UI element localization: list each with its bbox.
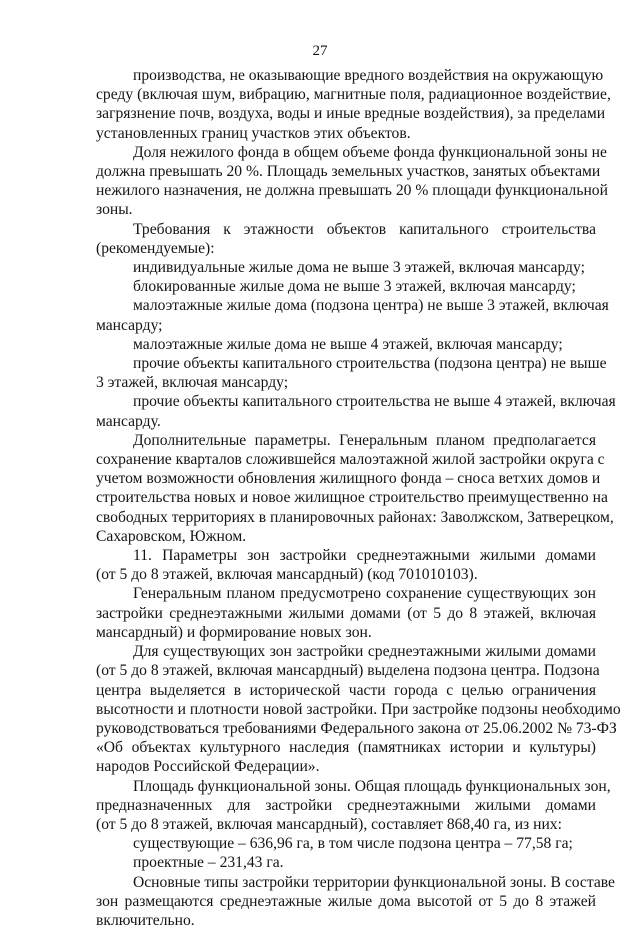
text-line: 11. Параметры зон застройки среднеэтажными жилыми домами <box>133 547 596 565</box>
text-line: проектные – 231,43 га. <box>133 854 284 872</box>
text-line: Дополнительные параметры. Генеральным планом предполагается <box>133 431 596 449</box>
document-body <box>96 66 621 930</box>
text-line: свободных территориях в планировочных районах: Заволжском, Затверецком, <box>96 508 614 526</box>
text-line: Площадь функциональной зоны. Общая площадь функциональных зон, <box>133 777 611 795</box>
text-line: застройки среднеэтажными жилыми домами (от 5 до 8 этажей, включая <box>96 604 596 622</box>
text-line: предназначенных для застройки среднеэтажными жилыми домами <box>96 796 596 814</box>
text-line: (от 5 до 8 этажей, включая мансардный) выделена подзона центра. Подзона <box>96 662 600 680</box>
page-number: 27 <box>312 43 328 59</box>
text-line: высотности и плотности новой застройки. При застройке подзоны необходимо <box>96 700 621 718</box>
text-line: мансарду. <box>96 412 161 430</box>
text-line: 3 этажей, включая мансарду; <box>96 374 289 392</box>
text-line: малоэтажные жилые дома (подзона центра) не выше 3 этажей, включая <box>133 297 609 315</box>
text-line: установленных границ участков этих объектов. <box>96 124 411 142</box>
text-line: Основные типы застройки территории функциональной зоны. В составе <box>133 873 615 891</box>
text-line: Сахаровском, Южном. <box>96 527 247 545</box>
text-line: зон размещаются среднеэтажные жилые дома высотой от 5 до 8 этажей <box>96 892 596 910</box>
text-line: Для существующих зон застройки среднеэтажными жилыми домами <box>133 643 596 661</box>
text-line: руководствоваться требованиями Федерального закона от 25.06.2002 № 73-ФЗ <box>96 719 617 737</box>
text-line: учетом возможности обновления жилищного фонда – сноса ветхих домов и <box>96 470 601 488</box>
text-line: среду (включая шум, вибрацию, магнитные поля, радиационное воздействие, <box>96 86 611 104</box>
text-line: существующие – 636,96 га, в том числе подзона центра – 77,58 га; <box>133 835 573 853</box>
text-line: центра выделяется в исторической части города с целью ограничения <box>96 681 596 699</box>
text-line: народов Российской Федерации». <box>96 758 320 776</box>
text-line: мансарду; <box>96 316 163 334</box>
text-line: нежилого назначения, не должна превышать 20 % площади функциональной <box>96 182 608 200</box>
text-line: включительно. <box>96 911 195 929</box>
text-line: мансардный) и формирование новых зон. <box>96 623 372 641</box>
text-line: (от 5 до 8 этажей, включая мансардный) (код 701010103). <box>96 566 478 584</box>
text-line: строительства новых и новое жилищное строительство преимущественно на <box>96 489 608 507</box>
text-line: загрязнение почв, воздуха, воды и иные вредные воздействия), за пределами <box>96 105 606 123</box>
text-line: «Об объектах культурного наследия (памятниках истории и культуры) <box>96 739 596 757</box>
text-line: Генеральным планом предусмотрено сохранение существующих зон <box>133 585 596 603</box>
text-line: прочие объекты капитального строительства (подзона центра) не выше <box>133 355 607 373</box>
text-line: Требования к этажности объектов капитального строительства <box>133 220 596 238</box>
text-line: должна превышать 20 %. Площадь земельных участков, занятых объектами <box>96 163 601 181</box>
text-line: производства, не оказывающие вредного воздействия на окружающую <box>133 67 604 84</box>
text-line: блокированные жилые дома не выше 3 этажей, включая мансарду; <box>133 278 576 296</box>
text-line: Доля нежилого фонда в общем объеме фонда функциональной зоны не <box>133 143 607 161</box>
text-line: малоэтажные жилые дома не выше 4 этажей, включая мансарду; <box>133 335 563 353</box>
text-line: сохранение кварталов сложившейся малоэтажной жилой застройки округа с <box>96 451 605 469</box>
text-line: зоны. <box>96 201 133 219</box>
text-line: прочие объекты капитального строительства не выше 4 этажей, включая <box>133 393 616 411</box>
text-line: (рекомендуемые): <box>96 239 215 257</box>
text-line: индивидуальные жилые дома не выше 3 этажей, включая мансарду; <box>133 259 585 277</box>
text-line: (от 5 до 8 этажей, включая мансардный), составляет 868,40 га, из них: <box>96 815 562 833</box>
